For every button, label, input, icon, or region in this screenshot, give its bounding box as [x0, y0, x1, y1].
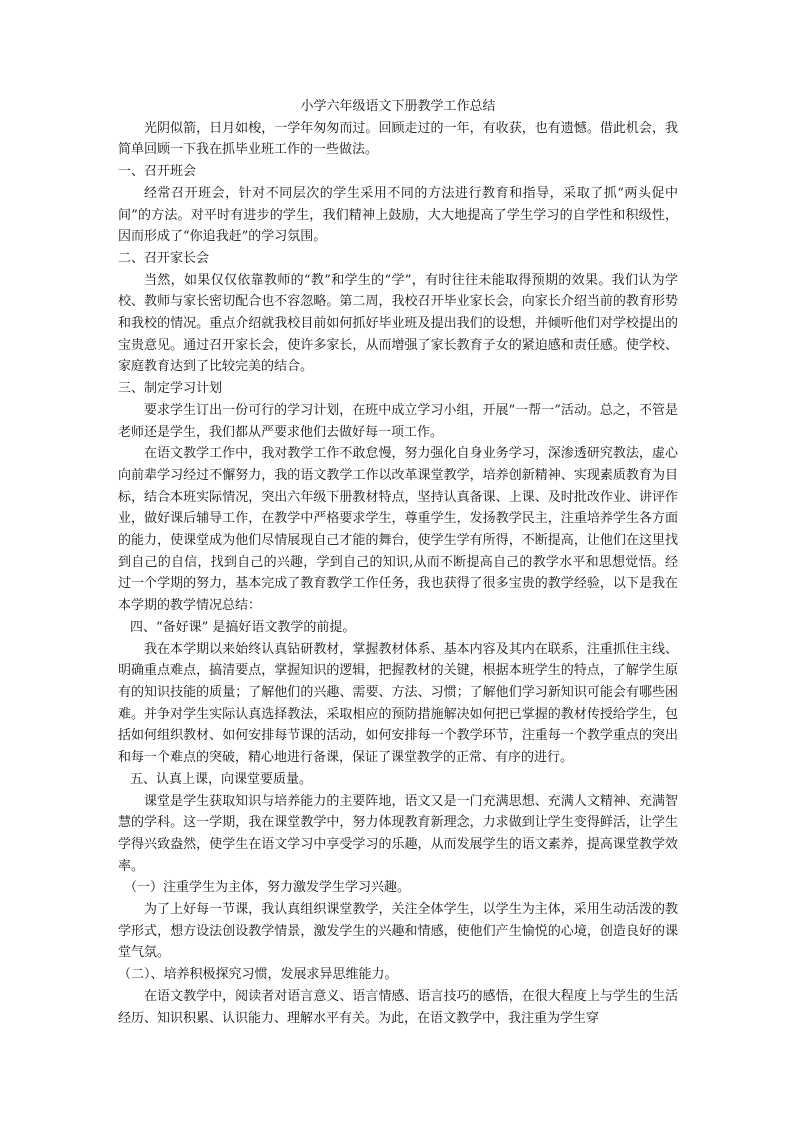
section-heading-3: 三、制定学习计划: [118, 381, 223, 397]
paragraph-8: 在语文教学中，阅读者对语言意义、语言情感、语言技巧的感悟，在很大程度上与学生的生活经历、知识积累、认识能力、理解水平有关。为此，在语文教学中，我注重为学生穿: [118, 988, 678, 1026]
section-heading-5: 五、认真上课，向课堂要质量。: [130, 771, 313, 787]
paragraph-2: 当然，如果仅仅依靠教师的“教”和学生的“学”，有时往往未能取得预期的效果。我们认为学校、教师与家长密切配合也不容忽略。第二周，我校召开毕业家长会，向家长介绍当前的教育形势和我校的情况。重点介绍就我校目前如何抓好毕业班及提出我们的设想，并倾听他们对学校提出的宝贵意见。通过召开家长会，使许多家长，从而增强了家长教育子女的紧迫感和责任感。使学校、家庭教育达到了比较完美的结合。: [118, 272, 678, 375]
paragraph-1: 经常召开班会，针对不同层次的学生采用不同的方法进行教育和指导，采取了抓“两头促中间”的方法。对平时有进步的学生，我们精神上鼓励，大大地提高了学生学习的自学性和积级性，因而形成了“你追我赶”的学习氛围。: [118, 185, 678, 245]
paragraph-5: 我在本学期以来始终认真钻研教材，掌握教材体系、基本内容及其内在联系，注重抓住主线、明确重点难点，搞清要点，掌握知识的逻辑，把握教材的关键，根据本班学生的特点，了解学生原有的知识技能的质量；了解他们的兴趣、需要、方法、习惯；了解他们学习新知识可能会有哪些困难。并争对学生实际认真选择教法，采取相应的预防措施解决如何把已掌握的教材传授给学生，包括如何组织教材、如何安排每节课的活动，如何安排每一个教学环节，注重每一个教学重点的突出和每一个难点的突破，精心地进行备课，保证了课堂教学的正常、有序的进行。: [118, 641, 678, 766]
section-heading-1: 一、召开班会: [118, 164, 197, 180]
subsection-heading-1: （一）注重学生为主体，努力激发学生学习兴趣。: [124, 880, 411, 896]
paragraph-6: 课堂是学生获取知识与培养能力的主要阵地，语文又是一门充满思想、充满人文精神、充满智慧的学科。这一学期，我在课堂教学中，努力体现教育新理念，力求做到让学生变得鲜活，让学生学得兴致盎然，使学生在语文学习中享受学习的乐趣，从而发展学生的语文素养，提高课堂教学效率。: [118, 793, 678, 874]
document-title: 小学六年级语文下册教学工作总结: [300, 99, 496, 114]
paragraph-7: 为了上好每一节课，我认真组织课堂教学，关注全体学生，以学生为主体，采用生动活泼的教学形式，想方设法创设教学情景，激发学生的兴趣和情感，使他们产生愉悦的心境，创造良好的课堂气氛。: [118, 902, 678, 961]
subsection-heading-2: （二）、培养积极探究习惯，发展求异思维能力。: [118, 967, 398, 983]
paragraph-3: 要求学生订出一份可行的学习计划，在班中成立学习小组，开展“一帮一”活动。总之，不管是老师还是学生，我们都从严要求他们去做好每一项工作。: [118, 402, 678, 440]
document-page: [118, 96, 678, 1029]
paragraph-4: 在语文教学工作中，我对教学工作不敢怠慢，努力强化自身业务学习，深渗透研究教法，虚心向前辈学习经过不懈努力，我的语文教学工作以改革课堂教学，培养创新精神、实现素质教育为目标，结合本班实际情况，突出六年级下册教材特点，坚持认真备课、上课、及时批改作业、讲评作业，做好课后辅导工作，在教学中严格要求学生，尊重学生，发扬教学民主，注重培养学生各方面的能力，使课堂成为他们尽情展现自己才能的舞台，使学生学有所得，不断提高，让他们在这里找到自己的自信，找到自己的兴趣，学到自己的知识,从而不断提高自己的教学水平和思想觉悟。经过一个学期的努力，基本完成了教育教学工作任务，我也获得了很多宝贵的教学经验，以下是我在本学期的教学情况总结：: [118, 446, 678, 614]
section-heading-2: 二、召开家长会: [118, 250, 210, 266]
section-heading-4: 四、“备好课” 是搞好语文教学的前提。: [130, 619, 356, 635]
intro-paragraph: 光阴似箭，日月如梭，一学年匆匆而过。回顾走过的一年，有收获，也有遗憾。借此机会，我简单回顾一下我在抓毕业班工作的一些做法。: [118, 120, 678, 158]
